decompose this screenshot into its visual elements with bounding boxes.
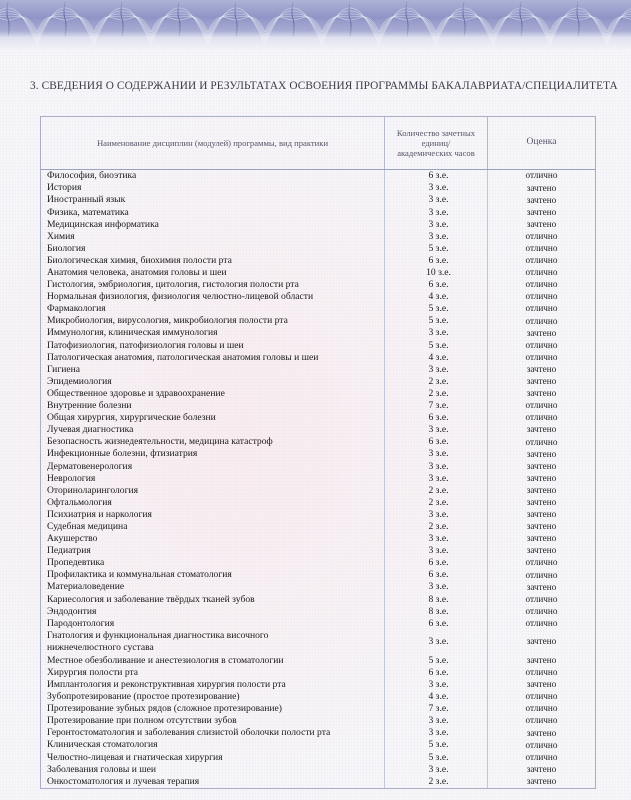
grade-value: зачтено [526, 206, 557, 217]
discipline-name: Пропедевтика [47, 557, 105, 569]
table-row [41, 655, 595, 667]
credits-value: 3 з.е. [428, 727, 449, 739]
grade-value: зачтено [526, 460, 557, 471]
grade-value: зачтено [526, 472, 557, 483]
discipline-name: Челюстно-лицевая и гнатическая хирургия [47, 751, 223, 763]
table-row [41, 569, 595, 581]
table-row [41, 593, 595, 605]
credits-value: 6 з.е. [428, 557, 449, 569]
credits-value: 6 з.е. [428, 666, 449, 678]
discipline-name: Медицинская информатика [47, 218, 159, 230]
discipline-name: Хирургия полости рта [47, 666, 139, 678]
credits-value: 5 з.е. [428, 242, 449, 254]
credits-value: 2 з.е. [428, 520, 449, 532]
grade-value: зачтено [526, 763, 557, 774]
discipline-name: Физика, математика [47, 206, 129, 218]
credits-value: 4 з.е. [428, 291, 449, 303]
table-row [41, 727, 595, 739]
discipline-name: Материаловедение [47, 581, 125, 593]
discipline-name: Общая хирургия, хирургические болезни [47, 412, 216, 424]
credits-value: 5 з.е. [428, 654, 449, 666]
disciplines-table [40, 116, 596, 789]
grade-value: зачтено [526, 545, 557, 556]
grade-value: зачтено [526, 376, 557, 387]
table-row [41, 497, 595, 509]
grade-value: отлично [525, 617, 558, 628]
header-grade: Оценка [526, 137, 557, 148]
grade-value: зачтено [526, 775, 557, 786]
grade-value: отлично [525, 605, 558, 616]
discipline-name: Иммунология, клиническая иммунология [47, 327, 218, 339]
grade-value: зачтено [526, 484, 557, 495]
discipline-name: Заболевания головы и шеи [47, 763, 157, 775]
grade-value: отлично [525, 315, 558, 326]
discipline-name: Нормальная физиология, физиология челюстно-лицевой области [47, 291, 314, 303]
table-row [41, 327, 595, 339]
credits-value: 5 з.е. [428, 339, 449, 351]
table-row [41, 691, 595, 703]
table-row [41, 679, 595, 691]
grade-value: отлично [525, 557, 558, 568]
table-row [41, 303, 595, 315]
credits-value: 3 з.е. [428, 581, 449, 593]
table-row [41, 436, 595, 448]
table-row [41, 557, 595, 569]
table-row [41, 448, 595, 460]
discipline-name: Офтальмология [47, 496, 112, 508]
discipline-name: Патологическая анатомия, патологическая анатомия головы и шеи [47, 351, 319, 363]
credits-value: 3 з.е. [428, 715, 449, 727]
credits-value: 3 з.е. [428, 472, 449, 484]
grade-value: отлично [525, 715, 558, 726]
discipline-name: Местное обезболивание и анестезиология в стоматологии [47, 654, 284, 666]
credits-value: 7 з.е. [428, 400, 449, 412]
credits-value: 6 з.е. [428, 617, 449, 629]
grade-value: зачтено [526, 679, 557, 690]
grade-value: отлично [525, 691, 558, 702]
discipline-name: Неврология [47, 472, 96, 484]
credits-value: 3 з.е. [428, 182, 449, 194]
credits-value: 3 з.е. [428, 448, 449, 460]
credits-value: 3 з.е. [428, 763, 449, 775]
table-row [41, 279, 595, 291]
table-row [41, 412, 595, 424]
table-row [41, 739, 595, 751]
credits-value: 3 з.е. [428, 679, 449, 690]
discipline-name: Внутренние болезни [47, 400, 132, 412]
grade-value: отлично [525, 339, 558, 350]
discipline-name: Фармакология [47, 303, 106, 315]
discipline-name: Профилактика и коммунальная стоматология [47, 569, 232, 581]
discipline-name: Микробиология, вирусология, микробиология полости рта [47, 315, 288, 327]
grade-value: отлично [525, 279, 558, 290]
table-header [41, 117, 595, 170]
table-row [41, 267, 595, 279]
grade-value: отлично [525, 303, 558, 314]
grade-value: зачтено [526, 521, 557, 532]
discipline-name: Психиатрия и наркология [47, 508, 152, 520]
credits-value: 4 з.е. [428, 351, 449, 363]
table-row [41, 364, 595, 376]
grade-value: отлично [525, 351, 558, 362]
grade-value: отлично [525, 170, 558, 181]
table-row [41, 315, 595, 327]
grade-value: зачтено [526, 727, 557, 738]
grade-value: зачтено [526, 194, 557, 205]
grade-value: отлично [525, 436, 558, 447]
table-row [41, 460, 595, 472]
credits-value: 6 з.е. [428, 279, 449, 291]
discipline-name: Онкостоматология и лучевая терапия [47, 775, 200, 787]
grade-value: зачтено [526, 388, 557, 399]
discipline-name: Клиническая стоматология [47, 739, 158, 751]
discipline-name: Имплантология и реконструктивная хирургия полости рта [47, 679, 286, 690]
table-row [41, 243, 595, 255]
discipline-name: Безопасность жизнедеятельности, медицина катастроф [47, 436, 273, 448]
discipline-name: Биологическая химия, биохимия полости рта [47, 254, 232, 266]
grade-value: отлично [525, 703, 558, 714]
credits-value: 7 з.е. [428, 703, 449, 715]
table-row [41, 339, 595, 351]
table-row [41, 617, 595, 629]
grade-value: отлично [525, 243, 558, 253]
credits-value: 5 з.е. [428, 315, 449, 327]
section-title: 3. СВЕДЕНИЯ О СОДЕРЖАНИИ И РЕЗУЛЬТАТАХ ОСВОЕНИЯ ПРОГРАММЫ БАКАЛАВРИАТА/СПЕЦИАЛИТЕТА [30, 80, 618, 92]
discipline-name: Геронтостоматология и заболевания слизистой оболочки полости рта [47, 727, 331, 739]
credits-value: 2 з.е. [428, 375, 449, 387]
credits-value: 6 з.е. [428, 436, 449, 448]
discipline-name: Акушерство [47, 533, 98, 545]
credits-value: 3 з.е. [428, 194, 449, 206]
table-row [41, 715, 595, 727]
grade-value: зачтено [526, 581, 557, 592]
discipline-name: Общественное здоровье и здравоохранение [47, 387, 225, 399]
table-row [41, 521, 595, 533]
grade-value: зачтено [526, 218, 557, 229]
discipline-name: Протезирование при полном отсутствии зубов [47, 715, 237, 727]
table-row [41, 170, 595, 182]
credits-value: 3 з.е. [428, 206, 449, 218]
credits-value: 3 з.е. [428, 533, 449, 545]
table-row [41, 533, 595, 545]
table-row [41, 218, 595, 230]
table-row [41, 776, 595, 788]
discipline-name: Судебная медицина [47, 520, 128, 532]
grade-value: отлично [525, 291, 558, 302]
table-row [41, 630, 595, 655]
credits-value: 5 з.е. [428, 751, 449, 763]
grade-value: отлично [525, 400, 558, 411]
table-row [41, 388, 595, 400]
credits-value: 6 з.е. [428, 412, 449, 424]
grade-value: зачтено [526, 636, 557, 647]
credits-value: 3 з.е. [428, 327, 449, 339]
table-row [41, 763, 595, 775]
grade-value: отлично [525, 593, 558, 604]
grade-value: отлично [525, 751, 558, 762]
credits-value: 3 з.е. [428, 460, 449, 472]
credits-value: 5 з.е. [428, 739, 449, 751]
discipline-name: Биология [47, 242, 86, 254]
discipline-name: История [47, 182, 82, 194]
discipline-name: Зубопротезирование (простое протезирование) [47, 691, 240, 703]
table-row [41, 291, 595, 303]
grade-value: зачтено [526, 327, 557, 338]
table-row [41, 509, 595, 521]
grade-value: отлично [525, 739, 558, 750]
credits-value: 5 з.е. [428, 303, 449, 315]
table-row [41, 703, 595, 715]
discipline-name: Химия [47, 230, 75, 242]
credits-value: 8 з.е. [428, 593, 449, 605]
table-row [41, 194, 595, 206]
discipline-name: Философия, биоэтика [47, 170, 137, 182]
credits-value: 6 з.е. [428, 170, 449, 182]
credits-value: 2 з.е. [428, 484, 449, 496]
table-row [41, 484, 595, 496]
decorative-border-band [0, 0, 631, 50]
grade-value: зачтено [526, 448, 557, 459]
table-row [41, 472, 595, 484]
grade-value: отлично [525, 667, 558, 678]
credits-value: 3 з.е. [428, 230, 449, 242]
table-row [41, 605, 595, 617]
table-row [41, 581, 595, 593]
discipline-name: Дерматовенерология [47, 460, 133, 472]
discipline-name: Эндодонтия [47, 605, 97, 617]
discipline-name: Инфекционные болезни, фтизиатрия [47, 448, 198, 460]
header-discipline: Наименование дисциплин (модулей) программы, вид практики [41, 117, 385, 169]
table-row [41, 667, 595, 679]
grade-value: зачтено [526, 509, 557, 520]
table-row [41, 424, 595, 436]
credits-value: 2 з.е. [428, 496, 449, 508]
table-row [41, 255, 595, 267]
discipline-name: Лучевая диагностика [47, 424, 134, 436]
table-row [41, 206, 595, 218]
grade-value: отлично [525, 230, 558, 241]
table-body [41, 170, 595, 788]
discipline-name: Педиатрия [47, 545, 91, 557]
discipline-name: Анатомия человека, анатомия головы и шеи [47, 267, 227, 278]
table-row [41, 545, 595, 557]
grade-value: зачтено [526, 496, 557, 507]
credits-value: 3 з.е. [428, 218, 449, 230]
credits-value: 2 з.е. [428, 775, 449, 787]
credits-value: 10 з.е. [426, 267, 451, 278]
discipline-name: Протезирование зубных рядов (сложное протезирование) [47, 703, 282, 715]
discipline-name: Оториноларингология [47, 484, 139, 496]
header-credits: Количество зачетных единиц/ академических часов [385, 117, 488, 169]
credits-value: 4 з.е. [428, 691, 449, 703]
table-row [41, 351, 595, 363]
discipline-name: Пародонтология [47, 617, 115, 629]
table-row [41, 230, 595, 242]
credits-value: 2 з.е. [428, 387, 449, 399]
grade-value: отлично [525, 255, 558, 266]
discipline-name: Гигиена [47, 363, 81, 375]
grade-value: зачтено [526, 533, 557, 544]
grade-value: зачтено [526, 424, 557, 435]
grade-value: отлично [525, 412, 558, 423]
credits-value: 3 з.е. [428, 424, 449, 436]
discipline-name: Гнатология и функциональная диагностика височного нижнечелюстного сустава [47, 630, 269, 654]
credits-value: 6 з.е. [428, 569, 449, 581]
credits-value: 6 з.е. [428, 254, 449, 266]
discipline-name: Эпидемиология [47, 375, 112, 387]
grade-value: зачтено [526, 182, 557, 193]
credits-value: 3 з.е. [428, 545, 449, 557]
discipline-name: Гистология, эмбриология, цитология, гистология полости рта [47, 279, 299, 291]
guilloche-pattern [0, 0, 631, 50]
credits-value: 3 з.е. [428, 636, 449, 648]
discipline-name: Иностранный язык [47, 194, 126, 206]
discipline-name: Патофизиология, патофизиология головы и шеи [47, 339, 244, 351]
grade-value: отлично [525, 569, 558, 580]
table-row [41, 182, 595, 194]
table-row [41, 400, 595, 412]
discipline-name: Кариесология и заболевание твёрдых тканей зубов [47, 593, 255, 605]
grade-value: отлично [525, 267, 558, 278]
credits-value: 8 з.е. [428, 605, 449, 617]
credits-value: 3 з.е. [428, 508, 449, 520]
grade-value: зачтено [526, 655, 557, 665]
grade-value: зачтено [526, 363, 557, 374]
credits-value: 3 з.е. [428, 363, 449, 375]
table-row [41, 751, 595, 763]
table-row [41, 376, 595, 388]
